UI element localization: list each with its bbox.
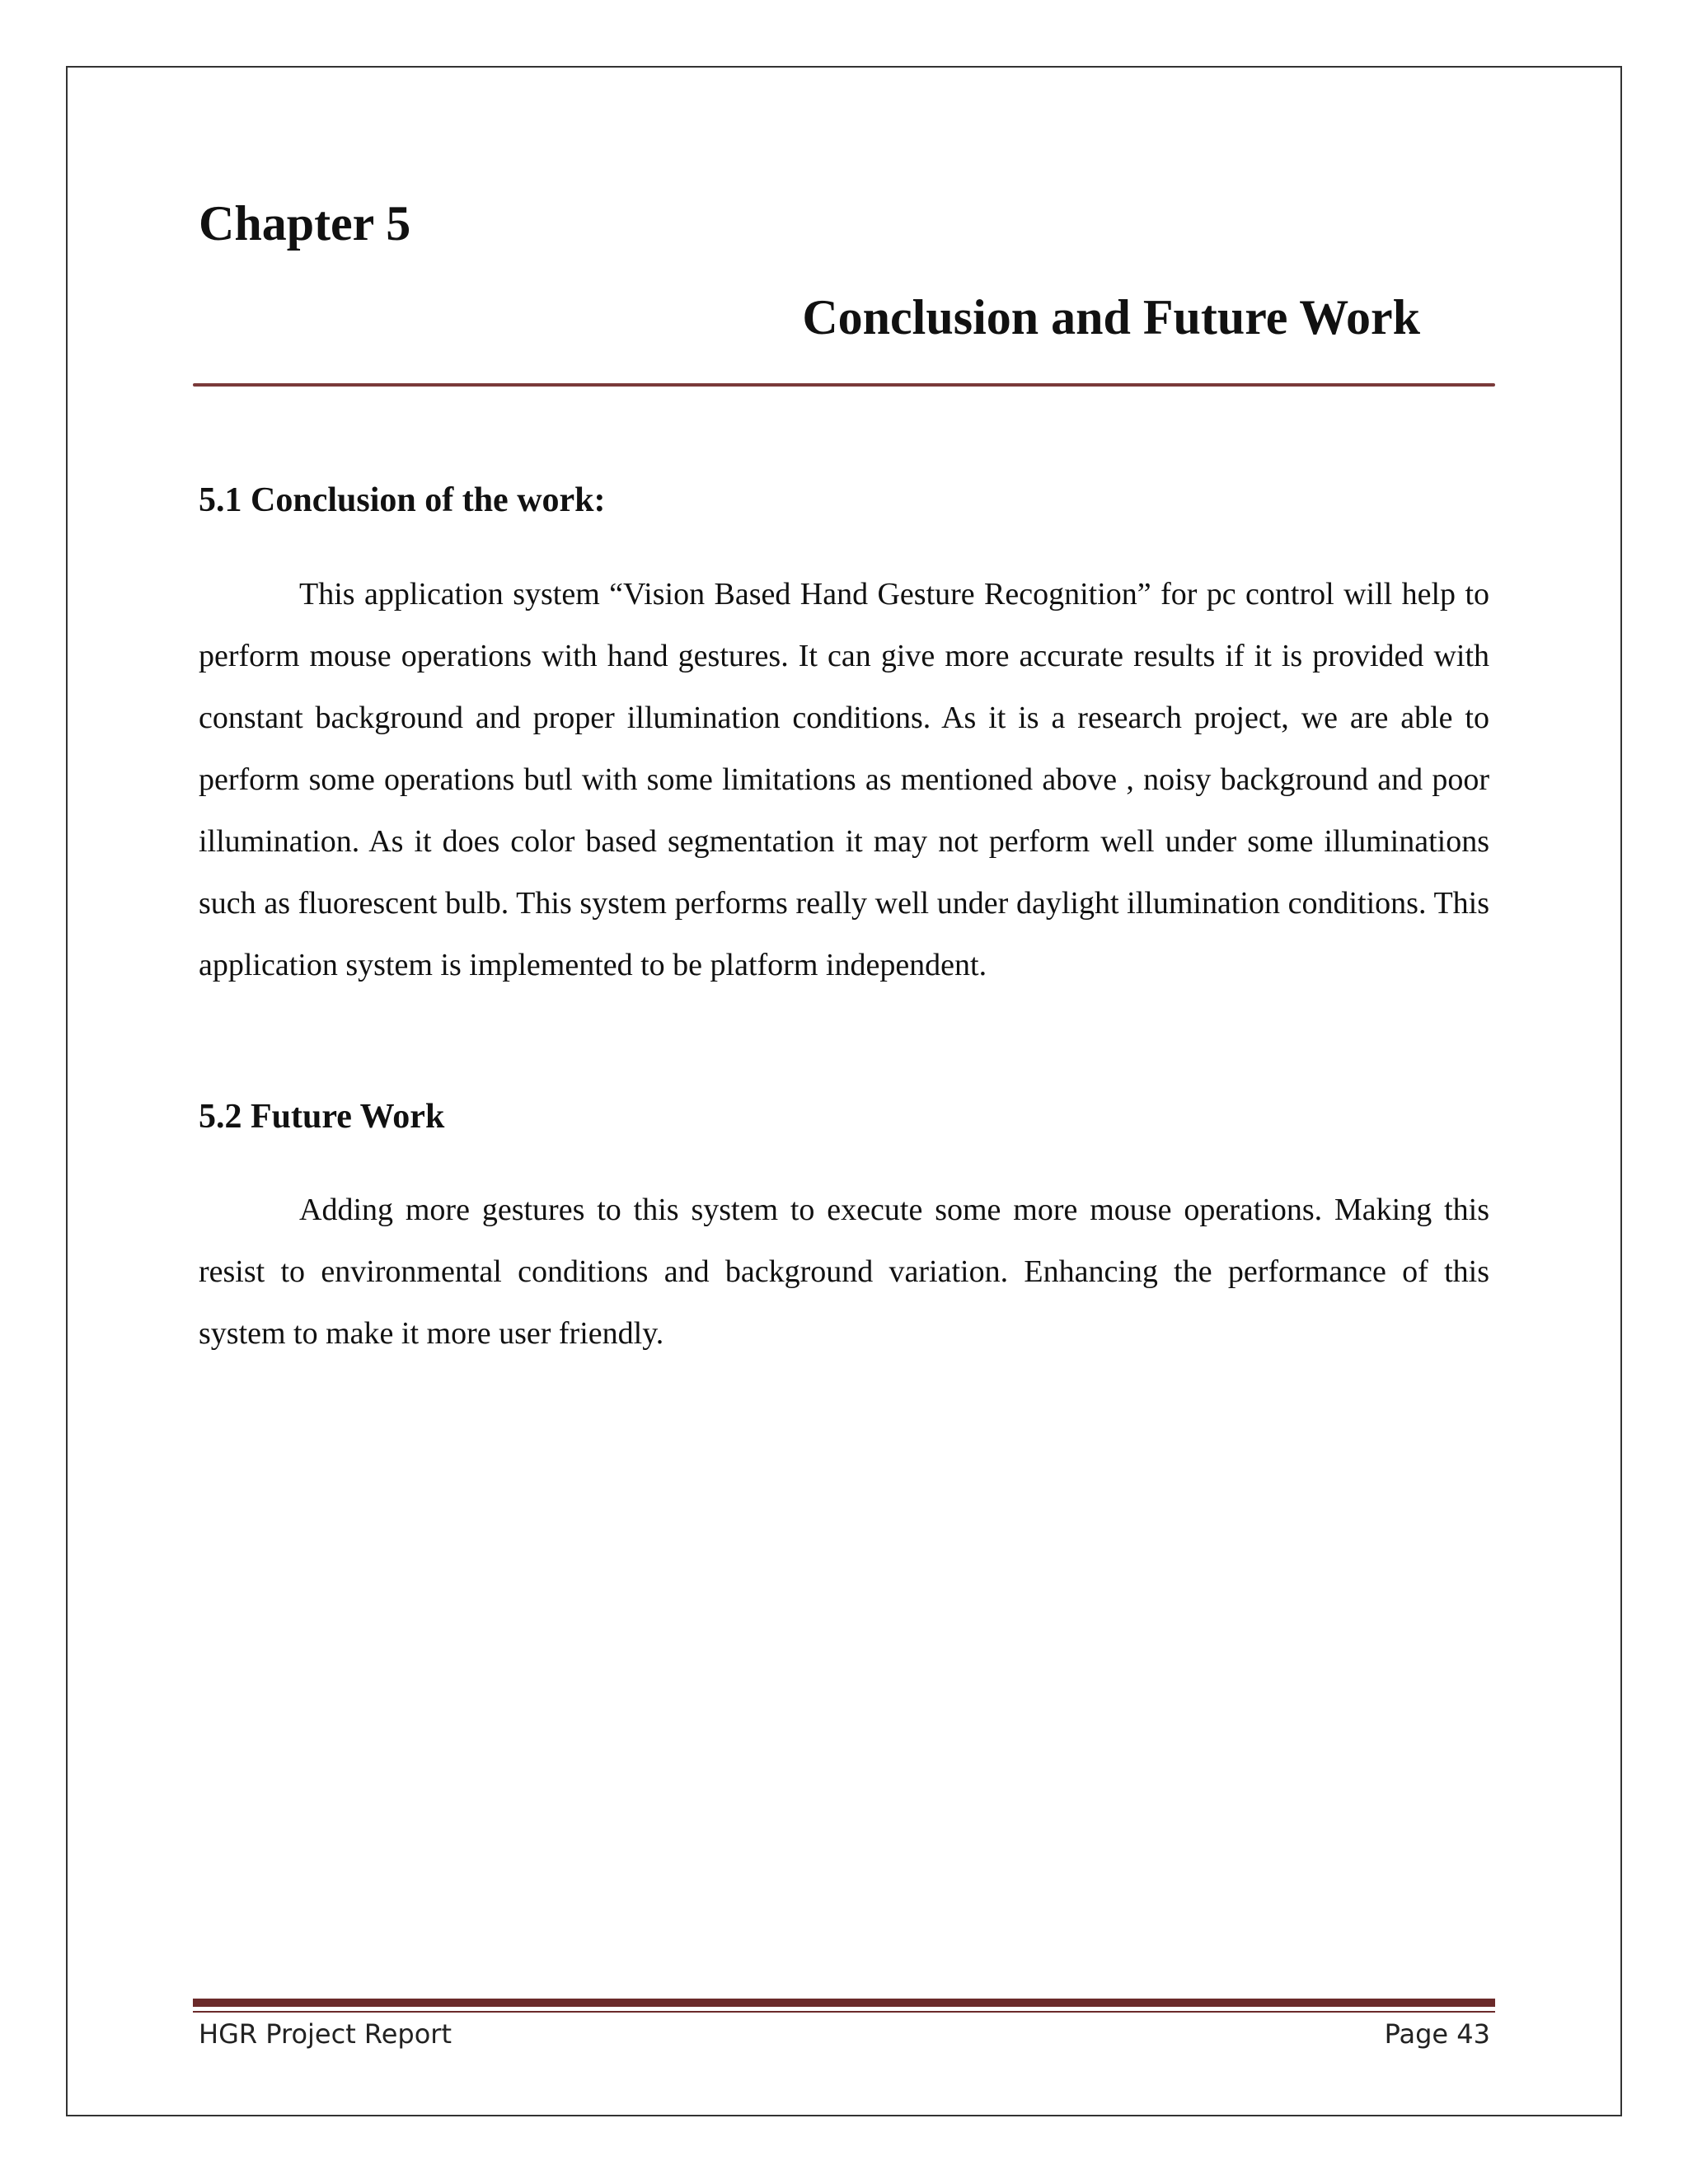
section-heading-future-work: 5.2 Future Work: [199, 1098, 445, 1136]
chapter-label: Chapter 5: [199, 196, 411, 251]
chapter-title: Conclusion and Future Work: [802, 290, 1420, 344]
page-border: [66, 66, 1622, 2116]
section-body-future-work: Adding more gestures to this system to execute some more mouse operations. Making this resist to environmental conditions and background variation. Enhancing the performance of this system to make it more user friendly.: [199, 1193, 1489, 1351]
footer-divider-thin: [193, 2011, 1495, 2013]
footer-page-number: Page 43: [1384, 2018, 1490, 2050]
footer-report-title: HGR Project Report: [199, 2018, 452, 2050]
section-body-conclusion: This application system “Vision Based Hand Gesture Recognition” for pc control will help to perform mouse operations with hand gestures. It can give more accurate results if it is provided with constant background and proper illumination conditions. As it is a research project, we are able to perform some operations butl with some limitations as mentioned above , noisy background and poor illumination. As it does color based segmentation it may not perform well under some illuminations such as fluorescent bulb. This system performs really well under daylight illumination conditions. This application system is implemented to be platform independent.: [199, 577, 1489, 982]
title-divider: [193, 383, 1495, 387]
footer-divider-thick: [193, 1999, 1495, 2007]
section-heading-conclusion: 5.1 Conclusion of the work:: [199, 481, 606, 519]
